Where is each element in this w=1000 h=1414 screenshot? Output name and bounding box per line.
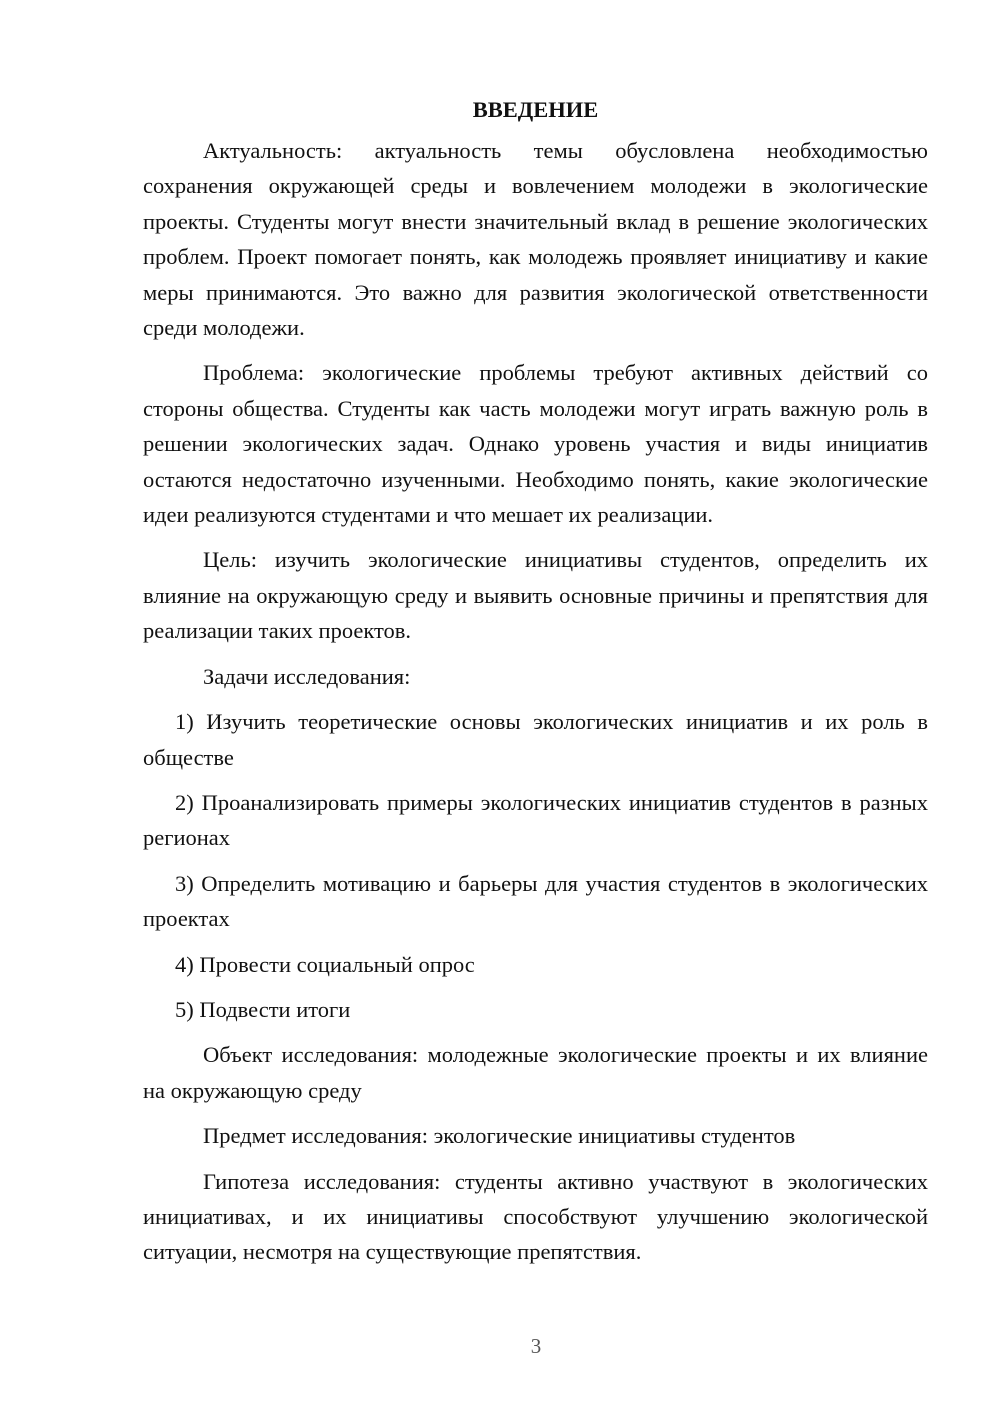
goal-paragraph: Цель: изучить экологические инициативы студентов, определить их влияние на окружающую среду и выявить основные причины и препятствия для реализации таких проектов. (143, 547, 928, 644)
task-item-2: 2) Проанализировать примеры экологических инициатив студентов в разных регионах (143, 789, 928, 851)
task-item-3: 3) Определить мотивацию и барьеры для участия студентов в экологических проектах (143, 870, 928, 932)
task-item-4: 4) Провести социальный опрос (175, 951, 475, 977)
problem-paragraph: Проблема: экологические проблемы требуют активных действий со стороны общества. Студенты как часть молодежи могут играть важную роль в решении экологических задач. Однако уровень участия и виды инициатив остаются недостаточно изученными. Необходимо понять, какие экологические идеи реализуются студентами и что мешает их реализации. (143, 360, 928, 528)
task-item-1: 1) Изучить теоретические основы экологических инициатив и их роль в обществе (143, 709, 928, 770)
task-item-5: 5) Подвести итоги (175, 996, 351, 1022)
page-title: ВВЕДЕНИЕ (472, 97, 599, 122)
tasks-heading: Задачи исследования: (203, 663, 411, 689)
relevance-paragraph: Актуальность: актуальность темы обусловлена необходимостью сохранения окружающей среды и вовлечением молодежи в экологические проекты. Студенты могут внести значительный вклад в решение экологических проблем. Проект помогает понять, как молодежь проявляет инициативу и какие меры принимаются. Это важно для развития экологической ответственности среди молодежи. (143, 138, 928, 341)
page-number: 3 (530, 1334, 542, 1358)
document-page (143, 92, 928, 1280)
object-paragraph: Объект исследования: молодежные экологические проекты и их влияние на окружающую среду (143, 1042, 928, 1103)
hypothesis-paragraph: Гипотеза исследования: студенты активно участвуют в экологических инициативах, и их инициативы способствуют улучшению экологической ситуации, несмотря на существующие препятствия. (143, 1168, 928, 1265)
subject-paragraph: Предмет исследования: экологические инициативы студентов (203, 1123, 796, 1149)
